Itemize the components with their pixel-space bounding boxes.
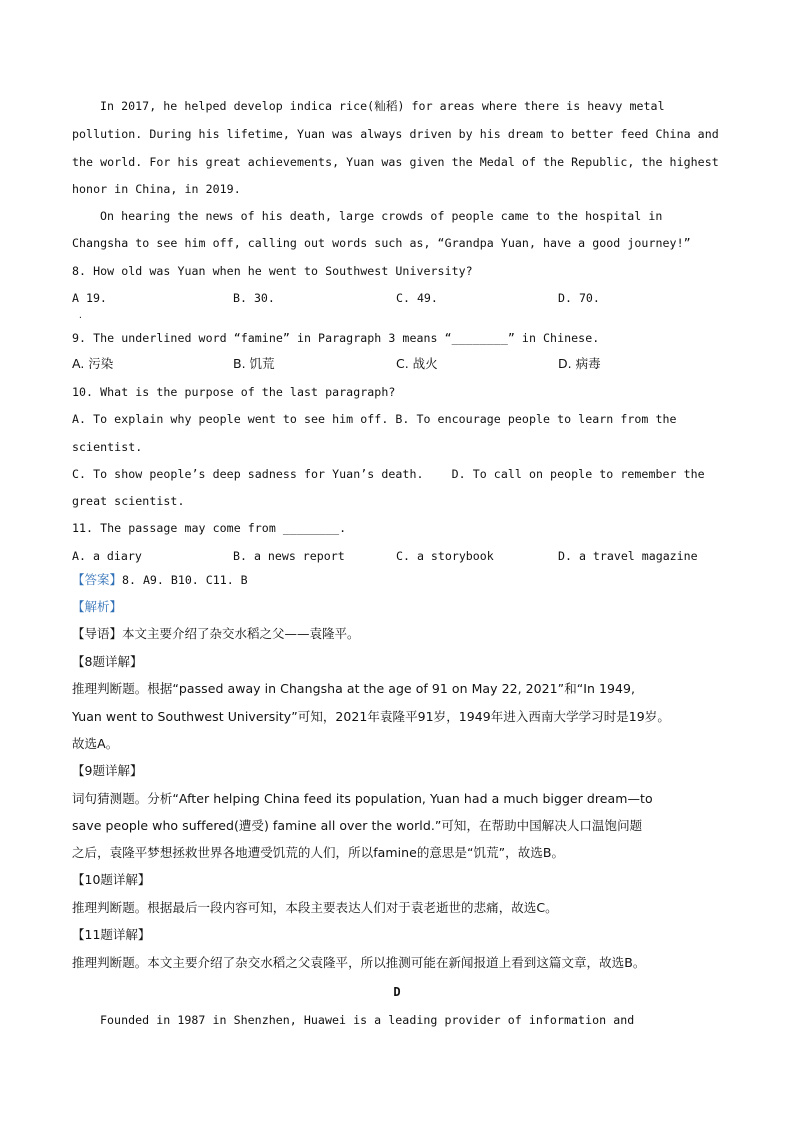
question-10-options-line-2: scientist. (72, 440, 143, 454)
detail-8-line-3: 故选A。 (72, 736, 119, 751)
passage-p1-line-1: In 2017, he helped develop indica rice(籼稻) for areas where there is heavy metal (100, 99, 665, 113)
question-9-option-c: C. 战火 (396, 356, 438, 371)
detail-9-line-3: 之后，袁隆平梦想拯救世界各地遭受饥荒的人们，所以famine的意思是“饥荒”，故选B。 (72, 845, 565, 860)
detail-8-title: 【8题详解】 (72, 654, 143, 669)
detail-10-line-1: 推理判断题。根据最后一段内容可知，本段主要表达人们对于袁老逝世的悲痛，故选C。 (72, 900, 558, 915)
question-8-option-d: D. 70. (558, 291, 600, 305)
question-11-option-a: A. a diary (72, 549, 142, 563)
question-10-options-line-1: A. To explain why people went to see him off. B. To encourage people to learn from the (72, 412, 677, 426)
detail-8-line-2: Yuan went to Southwest University”可知，2021年袁隆平91岁，1949年进入西南大学学习时是19岁。 (72, 709, 670, 724)
question-10-stem: 10. What is the purpose of the last paragraph? (72, 385, 396, 399)
question-11-option-d: D. a travel magazine (558, 549, 698, 563)
detail-9-line-2: save people who suffered(遭受) famine all over the world.”可知，在帮助中国解决人口温饱问题 (72, 818, 643, 833)
detail-9-title: 【9题详解】 (72, 763, 143, 778)
passage-p2-line-2: Changsha to see him off, calling out words such as, “Grandpa Yuan, have a good journey!” (72, 236, 691, 250)
question-9-option-a: A. 污染 (72, 356, 114, 371)
passage-p2-line-1: On hearing the news of his death, large crowds of people came to the hospital in (100, 209, 663, 223)
passage-p1-line-4: honor in China, in 2019. (72, 182, 241, 196)
question-11-option-c: C. a storybook (396, 549, 494, 563)
question-10-options-line-4: great scientist. (72, 494, 185, 508)
question-8-stem: 8. How old was Yuan when he went to Southwest University? (72, 264, 473, 278)
question-8-option-b: B. 30. (233, 291, 275, 305)
passage-p1-line-3: the world. For his great achievements, Yuan was given the Medal of the Republic, the highest (72, 155, 719, 169)
detail-9-line-1: 词句猜测题。分析“After helping China feed its population, Yuan had a much bigger dream—to (72, 791, 653, 806)
detail-11-title: 【11题详解】 (72, 927, 151, 942)
section-d-heading: D (393, 985, 401, 999)
stray-dot: . (78, 311, 83, 320)
question-10-options-line-3: C. To show people’s deep sadness for Yuan’s death. D. To call on people to remember the (72, 467, 705, 481)
detail-10-title: 【10题详解】 (72, 872, 151, 887)
question-11-stem: 11. The passage may come from ________. (72, 521, 347, 535)
passage-p1-line-2: pollution. During his lifetime, Yuan was always driven by his dream to better feed China and (72, 127, 719, 141)
section-d-first-line: Founded in 1987 in Shenzhen, Huawei is a leading provider of information and (100, 1013, 635, 1027)
question-9-stem: 9. The underlined word “famine” in Paragraph 3 means “________” in Chinese. (72, 331, 600, 345)
question-9-option-b: B. 饥荒 (233, 356, 275, 371)
analysis-guide: 【导语】本文主要介绍了杂交水稻之父——袁隆平。 (72, 626, 360, 641)
detail-11-line-1: 推理判断题。本文主要介绍了杂交水稻之父袁隆平，所以推测可能在新闻报道上看到这篇文章，故选B。 (72, 955, 646, 970)
analysis-label: 【解析】 (72, 599, 123, 614)
answer-value: 8. A9. B10. C11. B (122, 573, 248, 587)
question-8-option-c: C. 49. (396, 291, 438, 305)
question-11-option-b: B. a news report (233, 549, 345, 563)
question-8-option-a: A 19. (72, 291, 107, 305)
detail-8-line-1: 推理判断题。根据“passed away in Changsha at the age of 91 on May 22, 2021”和“In 1949, (72, 681, 636, 696)
question-9-option-d: D. 病毒 (558, 356, 601, 371)
answer-label: 【答案】 (72, 572, 123, 587)
